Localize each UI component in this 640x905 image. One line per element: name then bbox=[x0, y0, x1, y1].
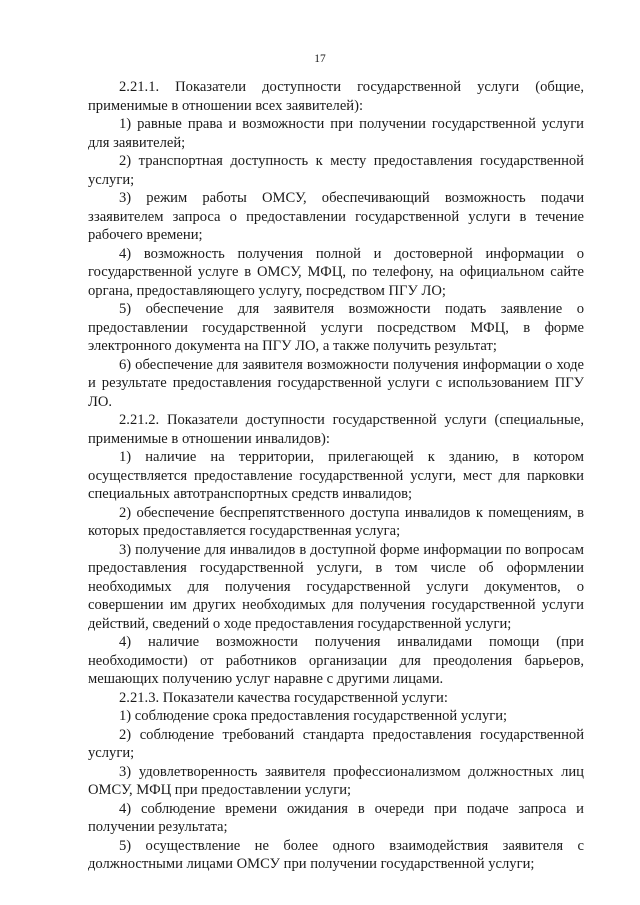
paragraph-item: 4) возможность получения полной и достоверной информации о государственной услуге в ОМСУ, МФЦ, по телефону, на официальном сайте органа, предоставляющего услугу, посредством ПГУ ЛО; bbox=[88, 245, 584, 299]
paragraph-item: 2) обеспечение беспрепятственного доступа инвалидов к помещениям, в которых предоставляется государственная услуга; bbox=[88, 504, 584, 539]
paragraph-item: 2) транспортная доступность к месту предоставления государственной услуги; bbox=[88, 153, 584, 188]
paragraph-item: 2) соблюдение требований стандарта предоставления государственной услуги; bbox=[88, 726, 584, 761]
paragraph-item: 5) обеспечение для заявителя возможности подать заявление о предоставлении государственной услуги посредством МФЦ, в форме электронного документа на ПГУ ЛО, а также получить результат; bbox=[88, 301, 584, 354]
paragraph-item: 6) обеспечение для заявителя возможности получения информации о ходе и результате предоставления государственной услуги с использованием ПГУ ЛО. bbox=[88, 356, 584, 410]
paragraph-item: 1) соблюдение срока предоставления государственной услуги; bbox=[119, 708, 508, 724]
page-number: 17 bbox=[314, 53, 326, 65]
paragraph-item: 3) режим работы ОМСУ, обеспечивающий возможность подачи ззаявителем запроса о предоставлении государственной услуги в течение рабочего времени; bbox=[88, 190, 584, 243]
paragraph-item: 3) получение для инвалидов в доступной форме информации по вопросам предоставления государственной услуги, в том числе об оформлении необходимых для получения государственной услуги документов, о совершении им других необходимых для получения государственной услуги действий, сведений о ходе предоставления государственной услуги; bbox=[88, 541, 584, 632]
paragraph-2-21-3-heading: 2.21.3. Показатели качества государственной услуги: bbox=[119, 689, 448, 706]
paragraph-2-21-2-heading: 2.21.2. Показатели доступности государственной услуги (специальные, применимые в отношении инвалидов): bbox=[88, 412, 584, 447]
paragraph-item: 1) равные права и возможности при получении государственной услуги для заявителей; bbox=[88, 116, 584, 151]
paragraph-item: 4) соблюдение времени ожидания в очереди при подаче запроса и получении результата; bbox=[88, 800, 584, 835]
paragraph-item: 1) наличие на территории, прилегающей к зданию, в котором осуществляется предоставление государственной услуги, мест для парковки специальных автотранспортных средств инвалидов; bbox=[88, 449, 584, 502]
paragraph-2-21-1-heading: 2.21.1. Показатели доступности государственной услуги (общие, применимые в отношении всех заявителей): bbox=[88, 79, 584, 114]
paragraph-item: 5) осуществление не более одного взаимодействия заявителя с должностными лицами ОМСУ при получении государственной услуги; bbox=[88, 837, 584, 872]
document-body bbox=[88, 78, 584, 874]
paragraph-item: 4) наличие возможности получения инвалидами помощи (при необходимости) от работников организации для преодоления барьеров, мешающих получению услуг наравне с другими лицами. bbox=[88, 634, 584, 687]
paragraph-item: 3) удовлетворенность заявителя профессионализмом должностных лиц ОМСУ, МФЦ при предоставлении услуги; bbox=[88, 763, 584, 798]
